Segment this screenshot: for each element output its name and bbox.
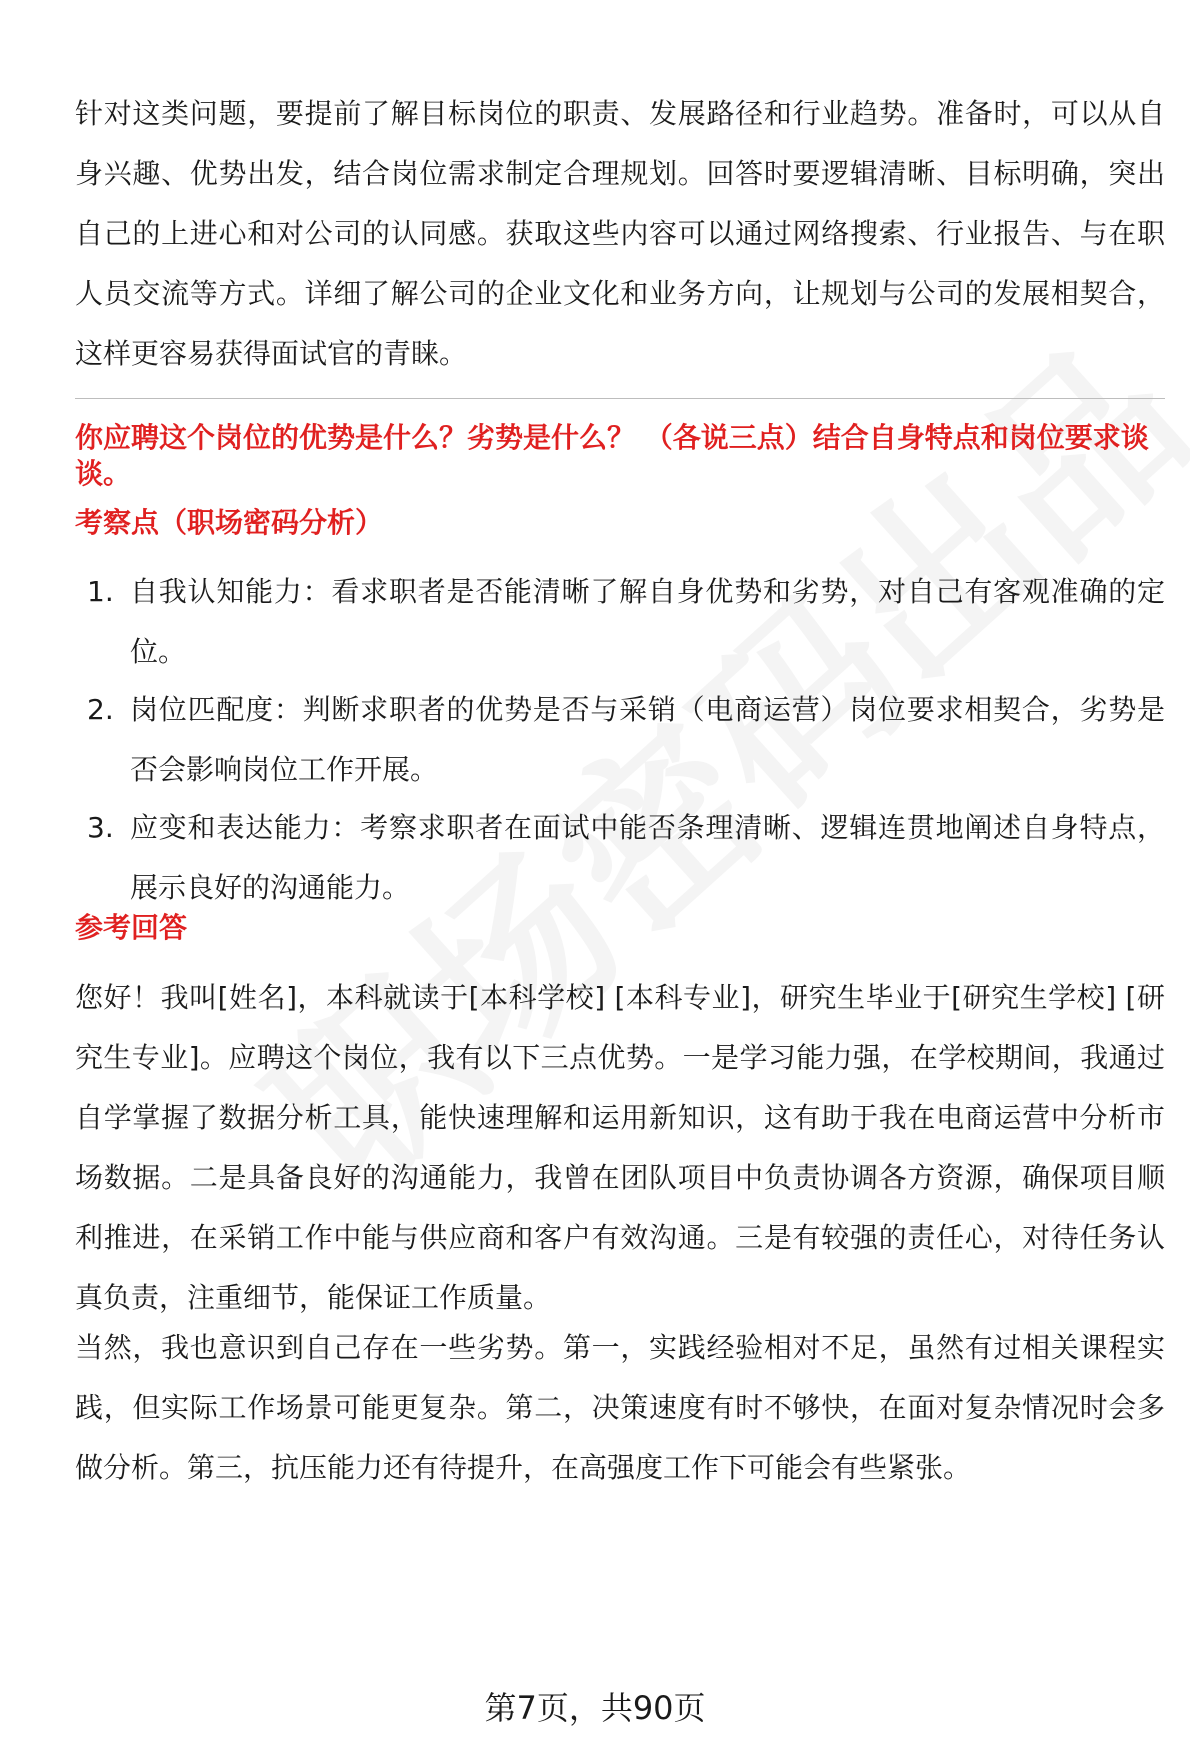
list-item	[75, 680, 1165, 800]
question-section	[75, 420, 1165, 492]
list-item	[75, 562, 1165, 682]
list-text: 自我认知能力：看求职者是否能清晰了解自身优势和劣势，对自己有客观准确的定位。	[130, 575, 1165, 668]
answer-heading: 参考回答	[75, 911, 188, 944]
intro-section	[75, 84, 1165, 384]
answer-paragraph: 当然，我也意识到自己存在一些劣势。第一，实践经验相对不足，虽然有过相关课程实践，但实际工作场景可能更复杂。第二，决策速度有时不够快，在面对复杂情况时会多做分析。第三，抗压能力还有待提升，在高强度工作下可能会有些紧张。	[75, 1331, 1165, 1484]
page-footer: 第7页，共90页	[484, 1689, 706, 1727]
question-heading: 你应聘这个岗位的优势是什么？劣势是什么？ （各说三点）结合自身特点和岗位要求谈谈。	[75, 421, 1149, 490]
list-number: 2.	[87, 693, 114, 726]
assessment-section	[75, 503, 1165, 543]
answer-section-2	[75, 1318, 1165, 1498]
assessment-heading: 考察点（职场密码分析）	[75, 506, 384, 539]
assessment-list	[75, 562, 1165, 918]
list-number: 3.	[87, 811, 114, 844]
answer-paragraph: 您好！我叫[姓名]，本科就读于[本科学校] [本科专业]，研究生毕业于[研究生学校] [研究生专业]。应聘这个岗位，我有以下三点优势。一是学习能力强，在学校期间，我通过自学掌握了数据分析工具，能快速理解和运用新知识，这有助于我在电商运营中分析市场数据。二是具备良好的沟通能力，我曾在团队项目中负责协调各方资源，确保项目顺利推进，在采销工作中能与供应商和客户有效沟通。三是有较强的责任心，对待任务认真负责，注重细节，能保证工作质量。	[75, 981, 1165, 1314]
section-divider	[75, 398, 1165, 399]
list-number: 1.	[87, 575, 114, 608]
list-text: 应变和表达能力：考察求职者在面试中能否条理清晰、逻辑连贯地阐述自身特点，展示良好的沟通能力。	[130, 811, 1165, 904]
answer-heading-section	[75, 908, 1165, 948]
answer-section-1	[75, 968, 1165, 1328]
list-text: 岗位匹配度：判断求职者的优势是否与采销（电商运营）岗位要求相契合，劣势是否会影响岗位工作开展。	[130, 693, 1165, 786]
list-item	[75, 798, 1165, 918]
intro-paragraph: 针对这类问题，要提前了解目标岗位的职责、发展路径和行业趋势。准备时，可以从自身兴趣、优势出发，结合岗位需求制定合理规划。回答时要逻辑清晰、目标明确，突出自己的上进心和对公司的认同感。获取这些内容可以通过网络搜索、行业报告、与在职人员交流等方式。详细了解公司的企业文化和业务方向，让规划与公司的发展相契合，这样更容易获得面试官的青睐。	[75, 97, 1165, 370]
